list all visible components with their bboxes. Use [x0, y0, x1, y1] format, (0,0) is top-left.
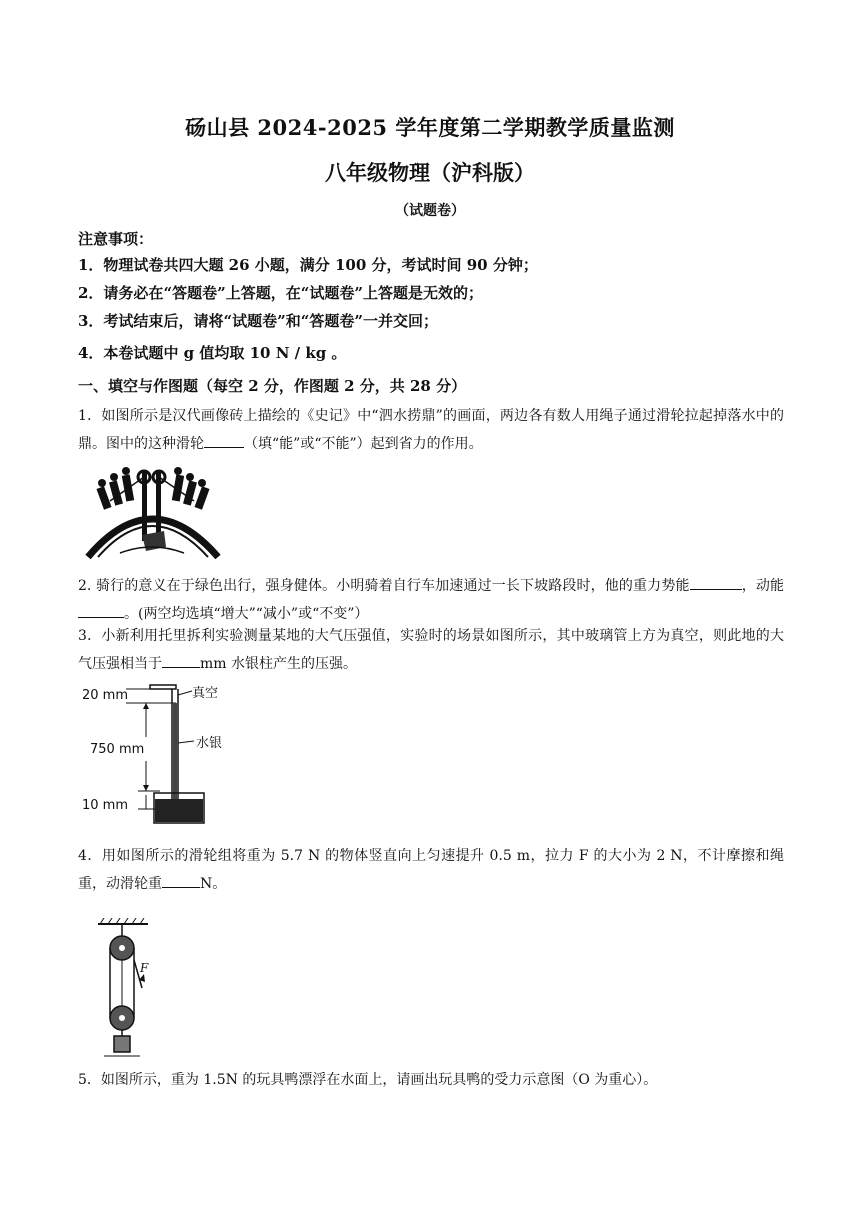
answer-blank	[162, 653, 200, 668]
note-item: 2．请务必在“答题卷”上答题，在“试题卷”上答题是无效的；	[78, 284, 483, 302]
paper-type-tag: （试题卷）	[395, 203, 465, 219]
question-2	[78, 572, 784, 628]
question-4-text: 4．用如图所示的滑轮组将重为 5.7 N 的物体竖直向上匀速提升 0.5 m，拉力 F 的大小为 2 N，不计摩擦和绳重，动滑轮重	[78, 848, 784, 892]
notes-heading: 注意事项：	[78, 230, 154, 248]
note-item: 3．考试结束后，请将“试题卷”和“答题卷”一并交回；	[78, 312, 438, 330]
pulley-system-figure	[90, 918, 160, 1058]
question-2-text: 2. 骑行的意义在于绿色出行，强身健体。小明骑着自行车加速通过一长下坡路段时，他的重力势能	[78, 578, 690, 594]
note-item: 4．本卷试题中 g 值均取 10 N / kg 。	[78, 344, 347, 362]
pulley-ding-figure	[80, 461, 224, 559]
answer-blank	[690, 575, 742, 590]
question-4	[78, 842, 784, 898]
label-mercury: 水银	[196, 736, 223, 751]
question-3-text: 3．小新利用托里拆利实验测量某地的大气压强值，实验时的场景如图所示，其中玻璃管上方为真空，则此地的大气压强相当于	[78, 628, 784, 672]
question-5	[78, 1066, 784, 1094]
torricelli-figure	[80, 681, 240, 829]
question-3	[78, 622, 784, 678]
section-heading: 一、填空与作图题（每空 2 分，作图题 2 分，共 28 分）	[78, 377, 467, 395]
question-5-text: 5．如图所示，重为 1.5N 的玩具鸭漂浮在水面上，请画出玩具鸭的受力示意图（O 为重心）。	[78, 1072, 658, 1088]
question-2-text-mid: ，动能	[741, 578, 784, 594]
answer-blank	[162, 873, 200, 888]
page-title: 砀山县 2024-2025 学年度第二学期教学质量监测	[185, 115, 675, 140]
answer-blank	[204, 433, 244, 448]
question-3-text-tail: mm 水银柱产生的压强。	[200, 656, 358, 672]
question-4-text-tail: N。	[200, 876, 227, 892]
label-750mm: 750 mm	[90, 742, 145, 757]
note-item: 1．物理试卷共四大题 26 小题，满分 100 分，考试时间 90 分钟；	[78, 256, 538, 274]
label-vacuum: 真空	[192, 686, 219, 701]
question-1-text: 1．如图所示是汉代画像砖上描绘的《史记》中“泗水捞鼎”的画面，两边各有数人用绳子通过滑轮拉起掉落水中的鼎。图中的这种滑轮	[78, 408, 784, 452]
label-20mm: 20 mm	[82, 688, 129, 703]
page-subtitle: 八年级物理（沪科版）	[325, 160, 535, 185]
question-1	[78, 402, 784, 458]
label-force-f: F	[140, 961, 149, 975]
question-2-text-tail: 。(两空均选填“增大”“减小”或“不变”）	[124, 606, 369, 622]
answer-blank	[78, 603, 124, 618]
label-10mm: 10 mm	[82, 798, 129, 813]
question-1-text-tail: （填“能”或“不能”）起到省力的作用。	[244, 436, 483, 452]
